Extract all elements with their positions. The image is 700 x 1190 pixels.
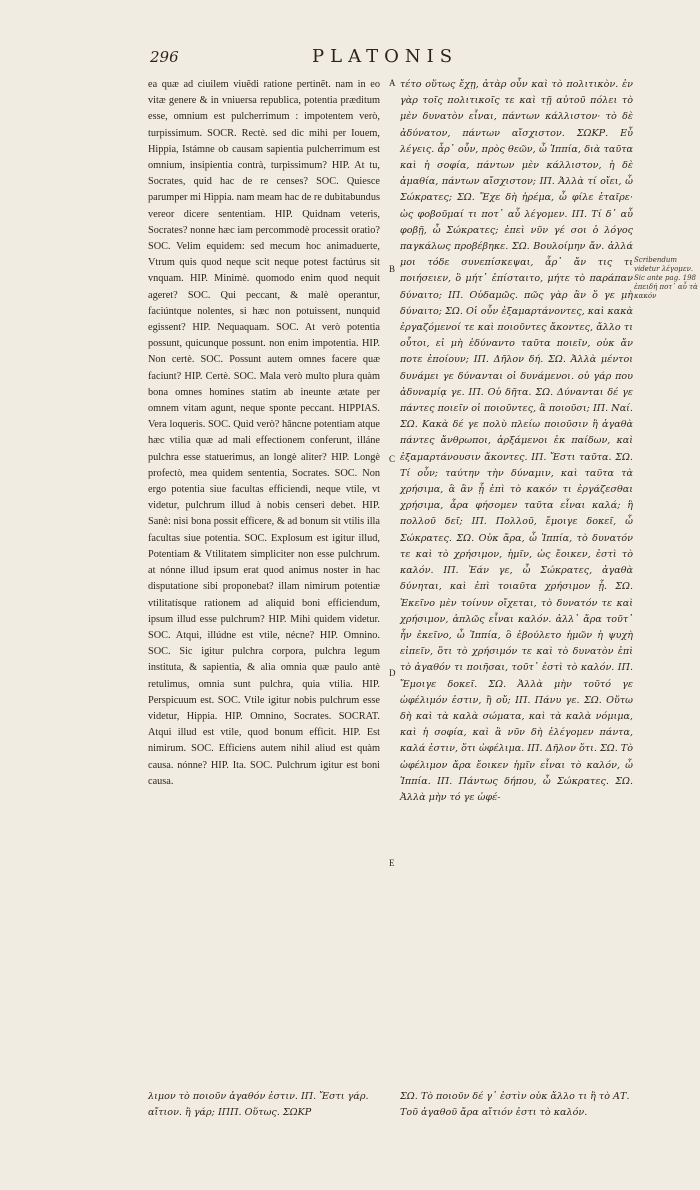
bottom-latin-tail: λιμον τὸ ποιοῦν ἀγαθόν ἐστιν. ΙΠ. Ἔστι γάρ. αἴτιον. ἢ γάρ; ΙΠΠ. Οὕτως. ΣΩΚΡ: [148, 1091, 369, 1118]
running-head: PLATONIS: [312, 46, 459, 67]
section-marker-b: B: [389, 264, 396, 274]
section-marker-e: E: [389, 858, 395, 868]
page-number: 296: [150, 48, 179, 66]
latin-text: ea quæ ad ciuilem viuẽdi ratione pertinẽt. nam in eo vitæ genere & in vniuersa republica, potentia præditum esse, omnium est pulcherrimum : impotentem verò, turpissimum. SOCR. Rectè. sed dic mihi per Iouem, Hippia, Istámne ob causam sapientia pulcherrimum est omnium, insipientia contrà, turpissimum? HIP. At tu, Socrates, quid hac de re censes? SOC. Quiesce parumper mi Hippia. nam meam hac de re dubitabundus vereor dicere sententiam. HIP. Quidnam veteris, Socrates? nonne hæc iam percommodè processit oratio? SOC. Velim equidem: sed mecum hoc animaduerte, Vtrum quis quod neque scit neque potest factúrus sit vnquam. HIP. Minimè. quomodo enim quod nequit ageret? SOC. Qui peccant, & malè operantur, faciúntque nolentes, si hæc non potuissent, nunquid egissent? HIP. Nequaquam. SOC. At verò potentia possunt, quicunque possunt. non enim impotentia. HIP. Non certè. SOC. Possunt autem omnes facere quæ faciunt? HIP. Certè. SOC. Mala verò multo plura quàm bona omnes homines statim ab ineunte ætate per omnem vitam agunt, neque sponte peccant. HIPPIAS. Vera loqueris. SOC. Quid verò? hâncne potentiam atque hæc vtilia quæ ad mali effectionem conferunt, illáne pulchra esse statuerimus, an longè aliter? HIP. Longè profectò, mea quidem sententia, Socrates. SOC. Non ergo potentia siue facultas efficiendi, neque vtile, vt videtur, pulchrum illud à nobis censeri debet. HIP. Sanè: nisi bona possit efficere, & ad bonum sit vtilis illa facultas siue potentia. SOC. Explosum est igitur illud, Potentiam & Vtilitatem simpliciter non esse pulchrum. at nónne illud ipsum erat quod animus noster in hac disputatione sibi proponebat? illam nimirum potentiæ vtilitatísque rationem ad aliquid boni efficiendum, ipsum illud esse pulchrum? HIP. Mihi quidem videtur. SOC. Atqui, illúdne est vtile, nécne? HIP. Omnino. SOC. Sic igitur pulchra corpora, pulchra legum instituta, & sapientia, & alia omnia quæ paulo antè retulimus, omnia sunt pulchra, quia vtilia. HIP. Perspicuum est. SOC. Vtile igitur nobis pulchrum esse videtur, Hippia. HIP. Omnino, Socrates. SOCRAT. Atqui illud est vtile, quod bonum efficit. HIP. Est nimirum. SOC. Efficiens autem nihil aliud est quàm causa. nónne? HIP. Ita. SOC. Pulchrum igitur est boni causa.: [148, 79, 380, 787]
greek-column: [400, 77, 633, 806]
section-marker-d: D: [389, 668, 396, 678]
margin-note: Scribendum videtur λέγομεν. Sic ante pag. 198 ἐπειδή ποτ᾽ αὖ τὰ κακόν: [634, 256, 698, 300]
bottom-greek-tail: ΣΩ. Τὸ ποιοῦν δέ γ᾽ ἐστὶν οὐκ ἄλλο τι ἢ τὸ ΑΤ. Τοῦ ἀγαθοῦ ἄρα αἴτιόν ἐστι τὸ καλόν.: [400, 1091, 630, 1118]
page-header: [0, 44, 700, 70]
latin-column: [148, 77, 380, 790]
greek-text: τέτο οὕτως ἔχῃ, ἀτὰρ οὖν καὶ τὸ πολιτικὸν. ἐν γὰρ τοῖς πολιτικοῖς τε καὶ τῇ αὐτοῦ πόλει τὸ μὲν δυνατὸν εἶναι, πάντων κάλλιστον· τὸ δὲ ἀδύνατον, πάντων αἴσχιστον. ΣΩΚΡ. Εὖ λέγεις. ἆρ᾽ οὖν, πρὸς θεῶν, ὦ Ἱππία, διὰ ταῦτα καὶ ἡ σοφία, πάντων μὲν κάλλιστον, ἡ δὲ ἀμαθία, πάντων αἴσχιστον; ΙΠ. Ἀλλὰ τί οἴει, ὦ Σώκρατες; ΣΩ. Ἔχε δὴ ἠρέμα, ὦ φίλε ἑταῖρε· ὡς φοβοῦμαί τι ποτ᾽ αὖ λέγομεν. ΙΠ. Τί δ᾽ αὖ φοβῇ, ὦ Σώκρατες; ἐπεὶ νῦν γέ σοι ὁ λόγος παγκάλως προβέβηκε. ΣΩ. Βουλοίμην ἄν. ἀλλά μοι τόδε συνεπίσκεψαι, ἆρ᾽ ἄν τις τι ποιήσειεν, ὃ μήτ᾽ ἐπίσταιτο, μήτε τὸ παράπαν δύναιτο; ΙΠ. Οὐδαμῶς. πῶς γὰρ ἂν ὅ γε μὴ δύναιτο; ΣΩ. Οἱ οὖν ἐξαμαρτάνοντες, καὶ κακὰ ἐργαζόμενοί τε καὶ ποιοῦντες ἄκοντες, ἄλλο τι οὗτοι, εἰ μὴ ἐδύναντο ταῦτα ποιεῖν, οὐκ ἄν ποτε ἐποίουν; ΙΠ. Δῆλον δή. ΣΩ. Ἀλλὰ μέντοι δυνάμει γε δύνανται οἱ δυνάμενοι. οὐ γάρ που ἀδυναμίᾳ γε. ΙΠ. Οὐ δῆτα. ΣΩ. Δύνανται δέ γε πάντες ποιεῖν οἱ ποιοῦντες, ἃ ποιοῦσι; ΙΠ. Ναί. ΣΩ. Κακὰ δέ γε πολὺ πλείω ποιοῦσιν ἢ ἀγαθὰ πάντες ἄνθρωποι, ἀρξάμενοι ἐκ παίδων, καὶ ἐξαμαρτάνουσιν ἄκοντες. ΙΠ. Ἔστι ταῦτα. ΣΩ. Τί οὖν; ταύτην τὴν δύναμιν, καὶ ταῦτα τὰ χρήσιμα, ἃ ἂν ᾖ ἐπὶ τὸ κακόν τι ἐργάζεσθαι χρήσιμα, ἆρα φήσομεν ταῦτα εἶναι καλά; ἢ πολλοῦ δεῖ; ΙΠ. Πολλοῦ, ἔμοιγε δοκεῖ, ὦ Σώκρατες. ΣΩ. Οὐκ ἄρα, ὦ Ἱππία, τὸ δυνατόν τε καὶ τὸ χρήσιμον, ἡμῖν, ὡς ἔοικεν, ἐστὶ τὸ καλόν. ΙΠ. Ἐάν γε, ὦ Σώκρατες, ἀγαθὰ δύνηται, καὶ ἐπὶ τοιαῦτα χρήσιμον ᾖ. ΣΩ. Ἐκεῖνο μὲν τοίνυν οἴχεται, τὸ δυνατόν τε καὶ χρήσιμον, ἁπλῶς εἶναι καλόν. ἀλλ᾽ ἄρα τοῦτ᾽ ἦν ἐκεῖνο, ὦ Ἱππία, ὃ ἐβούλετο ἡμῶν ἡ ψυχὴ εἰπεῖν, ὅτι τὸ χρήσιμόν τε καὶ τὸ δυνατὸν ἐπὶ τὸ ἀγαθόν τι ποιῆσαι, τοῦτ᾽ ἐστὶ τὸ καλόν. ΙΠ. Ἔμοιγε δοκεῖ. ΣΩ. Ἀλλὰ μὴν τοῦτό γε ὠφέλιμόν ἐστιν, ἢ οὔ; ΙΠ. Πάνυ γε. ΣΩ. Οὕτω δὴ καὶ τὰ καλὰ σώματα, καὶ τὰ καλὰ νόμιμα, καὶ ἡ σοφία, καὶ ἃ νῦν δὴ ἐλέγομεν πάντα, καλά ἐστιν, ὅτι ὠφέλιμα. ΙΠ. Δῆλον ὅτι. ΣΩ. Τὸ ὠφέλιμον ἄρα ἔοικεν ἡμῖν εἶναι τὸ καλόν, ὦ Ἱππία. ΙΠ. Πάντως δήπου, ὦ Σώκρατες. ΣΩ. Ἀλλὰ μὴν τό γε ὠφέ-: [400, 79, 633, 803]
section-marker-a: A: [389, 78, 396, 88]
section-marker-c: C: [389, 454, 396, 464]
